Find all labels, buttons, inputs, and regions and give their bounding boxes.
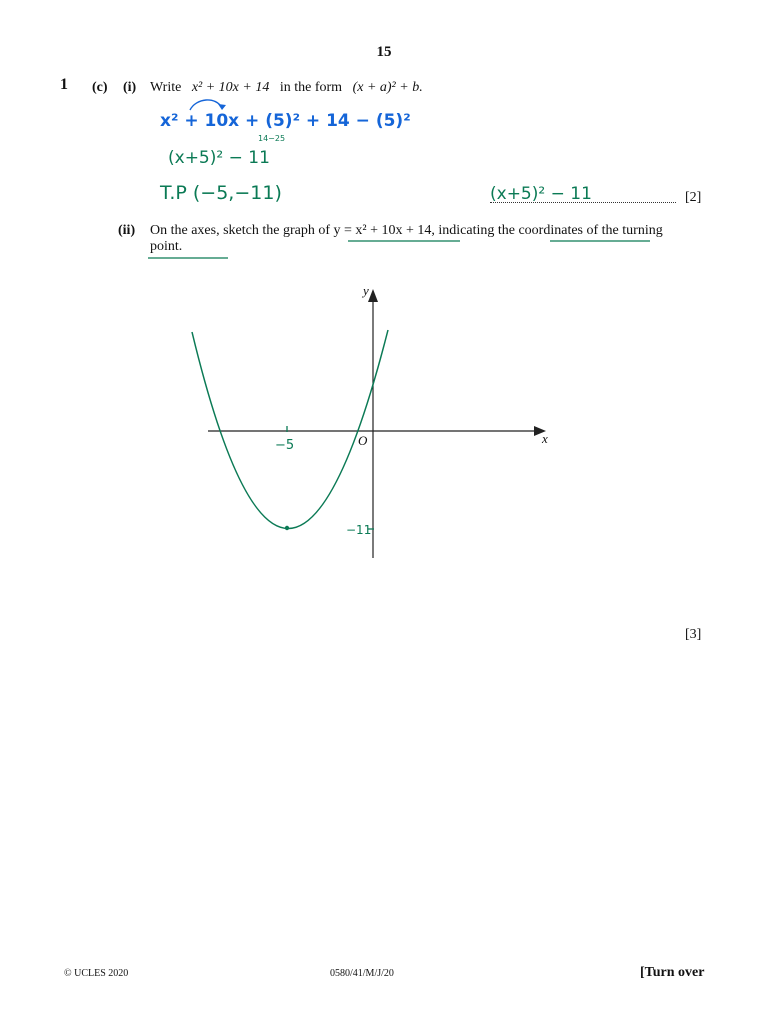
question-part: (c) — [92, 80, 108, 95]
handwritten-answer: (x+5)² − 11 — [490, 184, 592, 204]
turning-point-dot — [285, 526, 289, 530]
working-line-1: x² + 10x + (5)² + 14 − (5)² — [160, 111, 411, 131]
parabola-curve — [192, 330, 388, 529]
mark-allocation-i: [2] — [685, 190, 702, 205]
y-axis-label: y — [363, 283, 369, 298]
text-write: Write — [150, 80, 182, 95]
mark-allocation-ii: [3] — [685, 627, 702, 642]
subpart-i-label: (i) — [123, 80, 137, 95]
footer-copyright: © UCLES 2020 — [64, 968, 129, 979]
working-line-3: T.P (−5,−11) — [160, 182, 282, 204]
page-number: 15 — [376, 44, 392, 60]
target-form: (x + a)² + b. — [352, 80, 423, 95]
arrow-head — [218, 104, 226, 110]
x-axis-label: x — [542, 431, 548, 446]
expression: x² + 10x + 14 — [191, 80, 270, 95]
working-note: 14−25 — [258, 134, 286, 143]
y-axis-arrow — [368, 289, 378, 302]
question-number: 1 — [60, 76, 68, 93]
y-tick-label: −11 — [346, 523, 372, 537]
text-in-the-form: in the form — [279, 80, 343, 95]
footer-code: 0580/41/M/J/20 — [330, 968, 394, 979]
x-tick-label: −5 — [275, 438, 295, 453]
subpart-ii-text: On the axes, sketch the graph of y = x² + 10x + 14, indicating the coordinates of the turning point. — [150, 223, 663, 254]
footer-turn-over: [Turn over — [640, 965, 705, 980]
completing-square-arrow — [190, 100, 222, 110]
subpart-ii-label: (ii) — [118, 223, 136, 238]
working-line-2: (x+5)² − 11 — [168, 148, 270, 168]
origin-label: O — [358, 433, 368, 448]
